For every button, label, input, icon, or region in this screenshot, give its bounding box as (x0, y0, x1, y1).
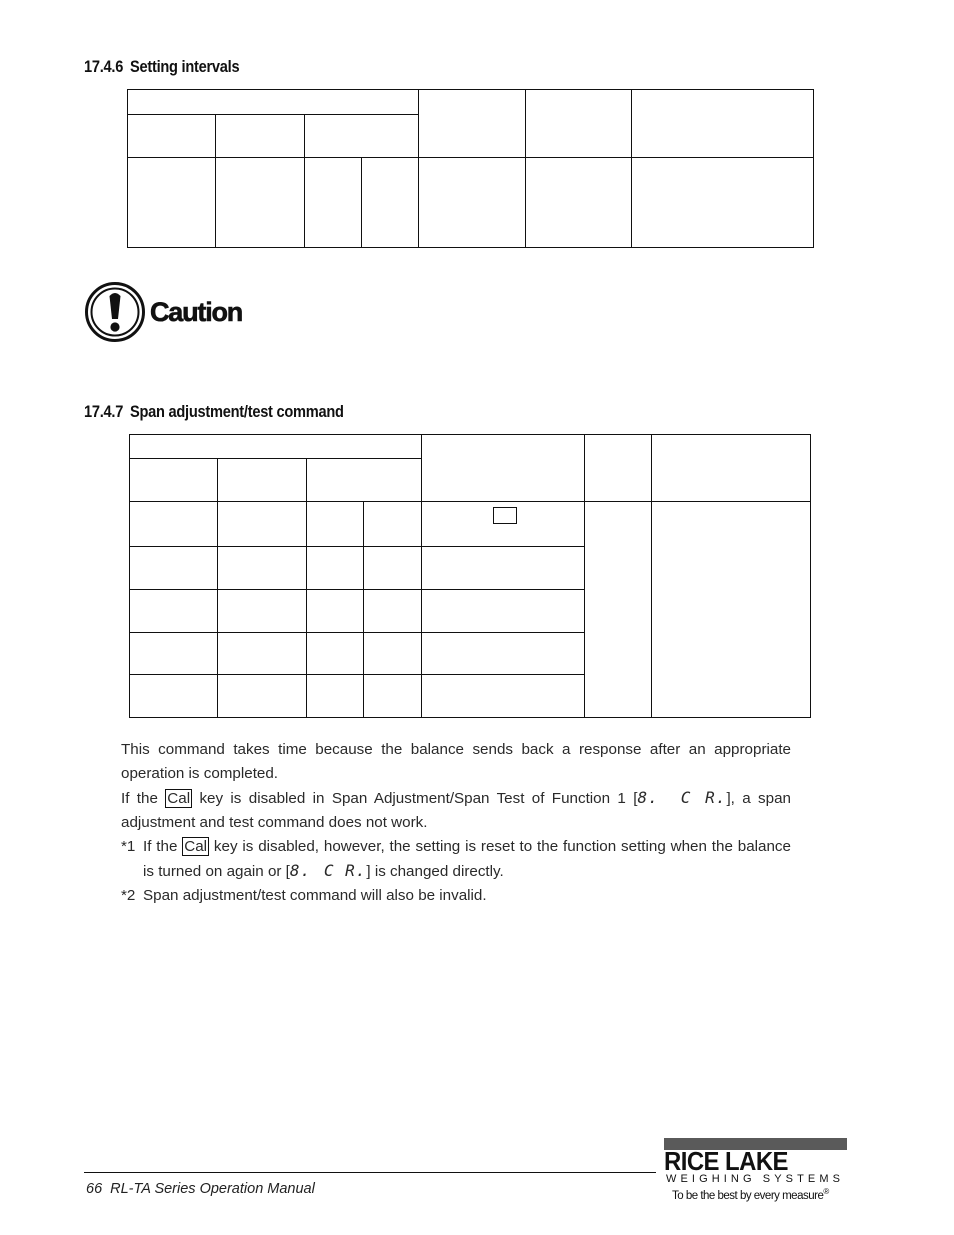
table-cell (422, 675, 585, 718)
footnote-1: *1 If the Cal key is disabled, however, the setting is reset to the function setting when the balance is turned on again or [8. C R.] is changed directly. (121, 835, 791, 884)
section-title: Span adjustment/test command (129, 402, 344, 421)
table-cell (422, 590, 585, 633)
footnote-mark: *2 (121, 887, 136, 904)
table-cell (128, 158, 216, 248)
section-number: 17.4.6 (84, 57, 124, 76)
span-adjustment-table (129, 434, 811, 718)
table-cell (218, 633, 307, 675)
section-heading-span-adjustment (84, 402, 344, 422)
segment-code: 8. (289, 861, 312, 880)
table-cell (652, 502, 811, 718)
table-cell (130, 633, 218, 675)
footnote-2: *2 Span adjustment/test command will also be invalid. (121, 884, 791, 908)
table-header-cell (632, 90, 814, 158)
table-header-cell (419, 90, 526, 158)
table-cell (632, 158, 814, 248)
table-row (130, 502, 811, 547)
table-header-cell (218, 459, 307, 502)
notes-block (121, 738, 791, 908)
table-header-cell (128, 115, 216, 158)
table-cell (218, 675, 307, 718)
logo-name: RICE LAKE (664, 1146, 788, 1176)
footer-text (86, 1181, 315, 1197)
table-row (128, 158, 814, 248)
table-header-cell (216, 115, 305, 158)
table-cell (130, 675, 218, 718)
table-cell (307, 590, 364, 633)
table-cell (364, 502, 422, 547)
table-cell (422, 633, 585, 675)
table-cell (216, 158, 305, 248)
table-cell (585, 502, 652, 718)
segment-code: C R. (680, 788, 727, 807)
caution-label: Caution (150, 296, 243, 327)
table-cell (422, 547, 585, 590)
table-header-cell (652, 435, 811, 502)
logo-tagline: To be the best by every measure® (672, 1187, 829, 1202)
cal-key-label: Cal (184, 838, 208, 855)
table-header-cell (526, 90, 632, 158)
table-cell (364, 675, 422, 718)
table-cell (364, 547, 422, 590)
caution-block (84, 281, 242, 343)
table-header-cell (307, 459, 422, 502)
table-cell (364, 590, 422, 633)
table-cell (419, 158, 526, 248)
footer-rule (84, 1172, 656, 1173)
table-cell (307, 675, 364, 718)
table-cell (130, 502, 218, 547)
table-cell (218, 590, 307, 633)
table-cell (307, 502, 364, 547)
note-paragraph: This command takes time because the balance sends back a response after an appropriate operation is completed. (121, 741, 791, 782)
section-number: 17.4.7 (84, 402, 124, 421)
footnote-mark: *1 (121, 838, 136, 855)
table-cell (130, 590, 218, 633)
rice-lake-logo (664, 1138, 854, 1204)
key-box (493, 507, 517, 524)
table-header-cell (130, 459, 218, 502)
segment-code: 8. (637, 788, 659, 807)
section-title: Setting intervals (129, 57, 240, 76)
table-header-cell (128, 90, 419, 115)
table-cell (422, 502, 585, 547)
table-cell (218, 502, 307, 547)
table-cell (526, 158, 632, 248)
table-cell (218, 547, 307, 590)
table-header-cell (305, 115, 419, 158)
table-cell (130, 547, 218, 590)
table-cell (364, 633, 422, 675)
table-cell (305, 158, 362, 248)
table-header-cell (130, 435, 422, 459)
setting-intervals-table (127, 89, 814, 248)
logo-subtitle: WEIGHING SYSTEMS (666, 1173, 845, 1185)
table-cell (362, 158, 419, 248)
table-header-cell (422, 435, 585, 502)
exclamation-circle-icon (84, 281, 146, 343)
manual-title: RL-TA Series Operation Manual (110, 1181, 315, 1197)
page-number: 66 (86, 1181, 103, 1197)
segment-code: C R. (323, 861, 367, 880)
table-cell (307, 547, 364, 590)
note-paragraph: If the Cal key is disabled in Span Adjustment/Span Test of Function 1 [8. C R.], a span adjustment and test command does not work. (121, 788, 791, 831)
cal-key-label: Cal (167, 790, 191, 807)
table-cell (307, 633, 364, 675)
table-header-cell (585, 435, 652, 502)
section-heading-setting-intervals (84, 57, 239, 77)
